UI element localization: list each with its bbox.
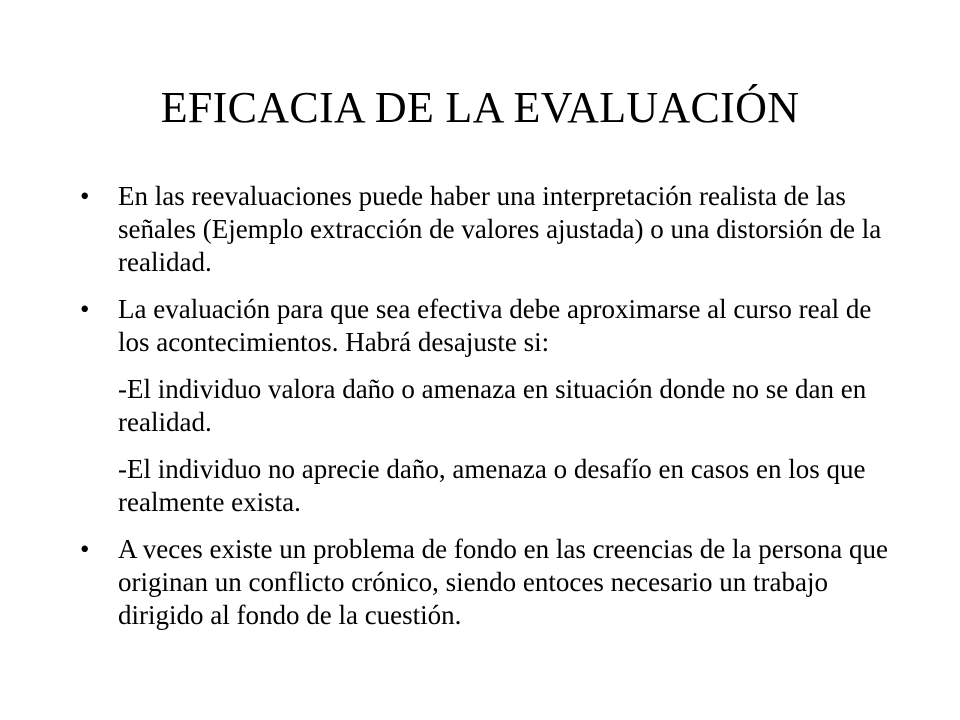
continuation-text: -El individuo no aprecie daño, amenaza o desafío en casos en los que realmente exista.: [118, 454, 866, 517]
bullet-text: La evaluación para que sea efectiva debe aproximarse al curso real de los acontecimientos. Habrá desajuste si:: [118, 294, 872, 357]
bullet-marker: •: [80, 181, 90, 211]
bullet-item: [80, 180, 890, 279]
continuation-item: [80, 373, 890, 439]
bullet-marker: •: [80, 294, 90, 324]
slide-body: [80, 180, 890, 646]
continuation-text: -El individuo valora daño o amenaza en situación donde no se dan en realidad.: [118, 374, 867, 437]
bullet-item: [80, 293, 890, 359]
bullet-marker: •: [80, 534, 90, 564]
bullet-text: En las reevaluaciones puede haber una interpretación realista de las señales (Ejemplo extracción de valores ajustada) o una distorsión de la realidad.: [118, 181, 882, 277]
continuation-item: [80, 453, 890, 519]
bullet-item: [80, 533, 890, 632]
bullet-text: A veces existe un problema de fondo en las creencias de la persona que originan un conflicto crónico, siendo entoces necesario un trabajo dirigido al fondo de la cuestión.: [118, 534, 888, 630]
slide-title: EFICACIA DE LA EVALUACIÓN: [160, 83, 800, 132]
